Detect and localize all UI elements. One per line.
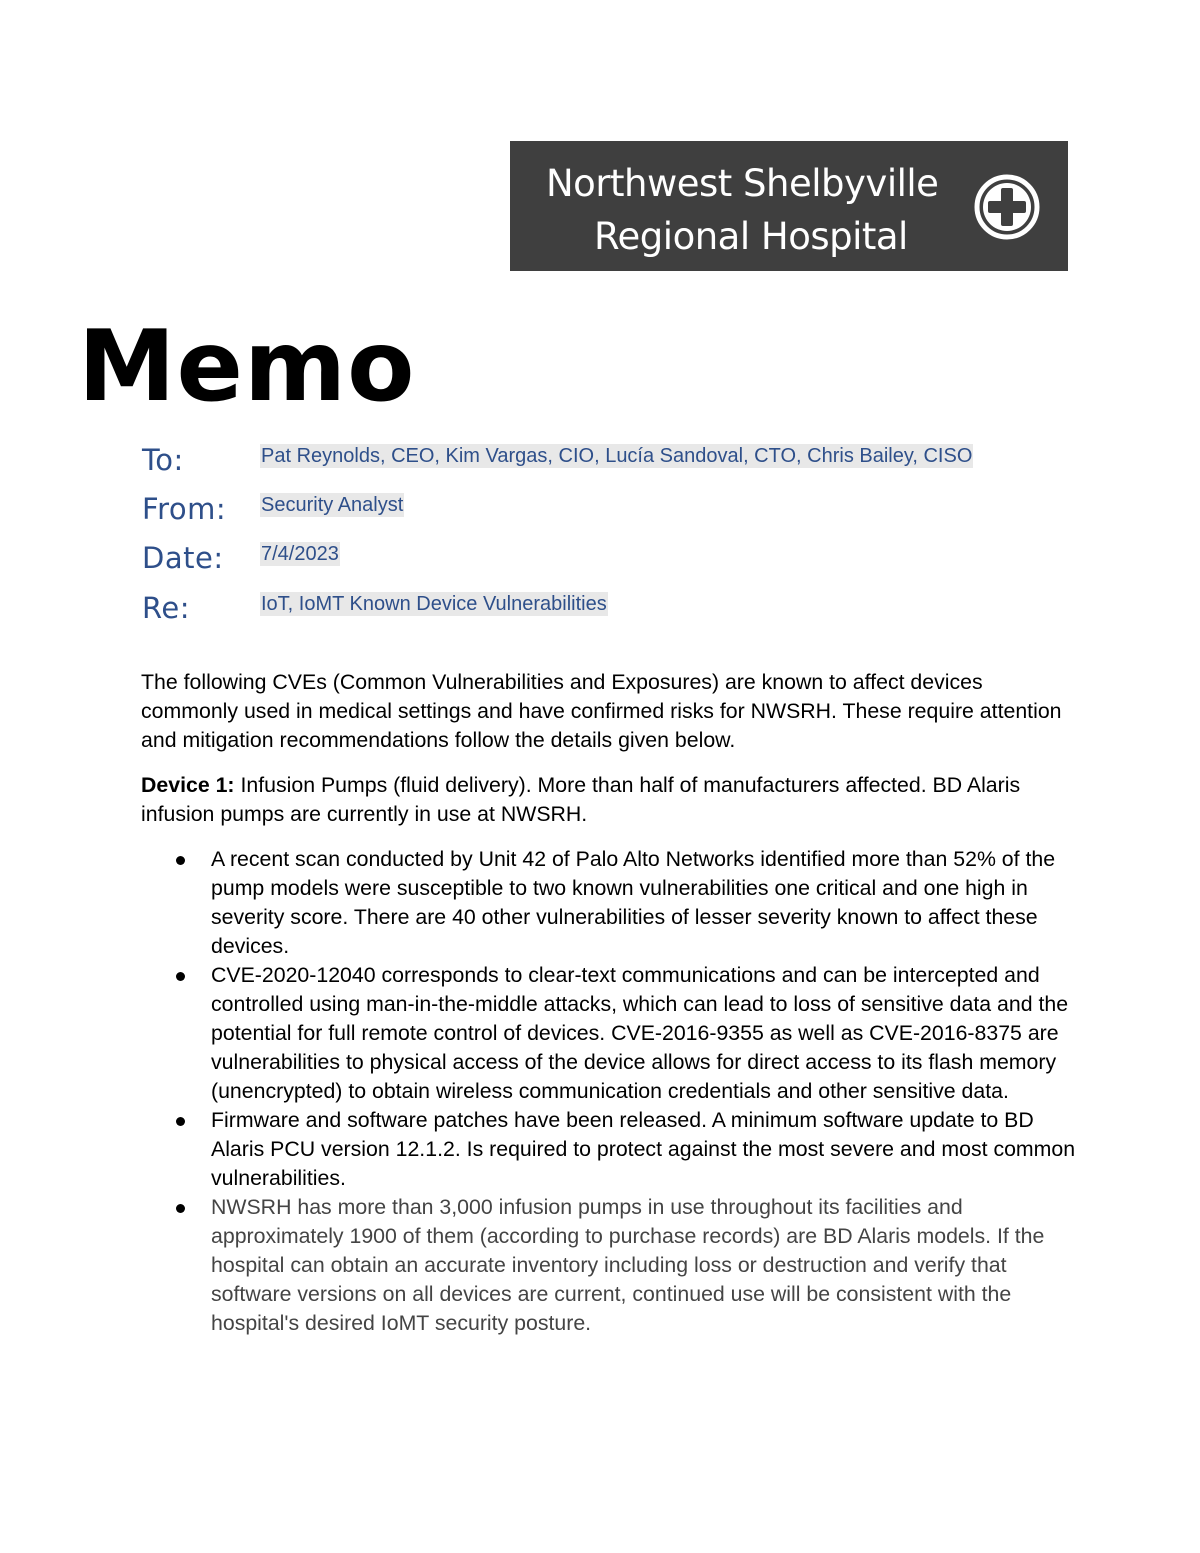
intro-paragraph: The following CVEs (Common Vulnerabilities and Exposures) are known to affect devices commonly used in medical settings and have confirmed risks for NWSRH. These require attention and mitigation recommendations follow the details given below. [141,670,1062,752]
list-item-text: NWSRH has more than 3,000 infusion pumps in use throughout its facilities and approximately 1900 of them (according to purchase records) are BD Alaris models. If the hospital can obtain an accurate inventory including loss or destruction and verify that software versions on all devices are current, continued use will be consistent with the hospital's desired IoMT security posture. [211,1195,1045,1335]
from-value: Security Analyst [261,494,404,516]
list-item [141,845,1076,961]
list-item [141,1106,1076,1193]
list-item-text: CVE-2020-12040 corresponds to clear-text communications and can be intercepted and controlled using man-in-the-middle attacks, which can lead to loss of sensitive data and the potential for full remote control of devices. CVE-2016-9355 as well as CVE-2016-8375 are vulnerabilities to physical access of the device allows for direct access to its flash memory (unencrypted) to obtain wireless communication credentials and other sensitive data. [211,963,1069,1103]
date-value: 7/4/2023 [261,543,339,565]
date-label: Date: [142,541,224,575]
hospital-logo [510,141,1068,271]
logo-name-line2: Regional Hospital [594,215,908,258]
bullet-icon [176,856,185,865]
to-value: Pat Reynolds, CEO, Kim Vargas, CIO, Lucía Sandoval, CTO, Chris Bailey, CISO [261,445,973,467]
list-item-text: Firmware and software patches have been released. A minimum software update to BD Alaris PCU version 12.1.2. Is required to protect against the most severe and most common vulnerabilities. [211,1108,1076,1190]
logo-name-line1: Northwest Shelbyville [546,162,939,205]
bullet-icon [176,972,185,981]
device-1-text: Infusion Pumps (fluid delivery). More than half of manufacturers affected. BD Alaris infusion pumps are currently in use at NWSRH. [141,773,1021,826]
list-item [141,1193,1076,1338]
re-label: Re: [142,591,190,625]
medical-cross-icon [973,173,1041,241]
bullet-icon [176,1117,185,1126]
list-item-text: A recent scan conducted by Unit 42 of Palo Alto Networks identified more than 52% of the pump models were susceptible to two known vulnerabilities one critical and one high in severity score. There are 40 other vulnerabilities of lesser severity known to affect these devices. [211,847,1056,958]
memo-title: Memo [78,310,416,424]
list-item [141,961,1076,1106]
bullet-icon [176,1204,185,1213]
device-1-paragraph [141,771,1071,829]
to-label: To: [142,443,184,477]
device-1-label: Device 1: [141,773,235,797]
from-label: From: [142,492,227,526]
re-value: IoT, IoMT Known Device Vulnerabilities [261,593,607,615]
vulnerability-list [141,845,1076,1338]
